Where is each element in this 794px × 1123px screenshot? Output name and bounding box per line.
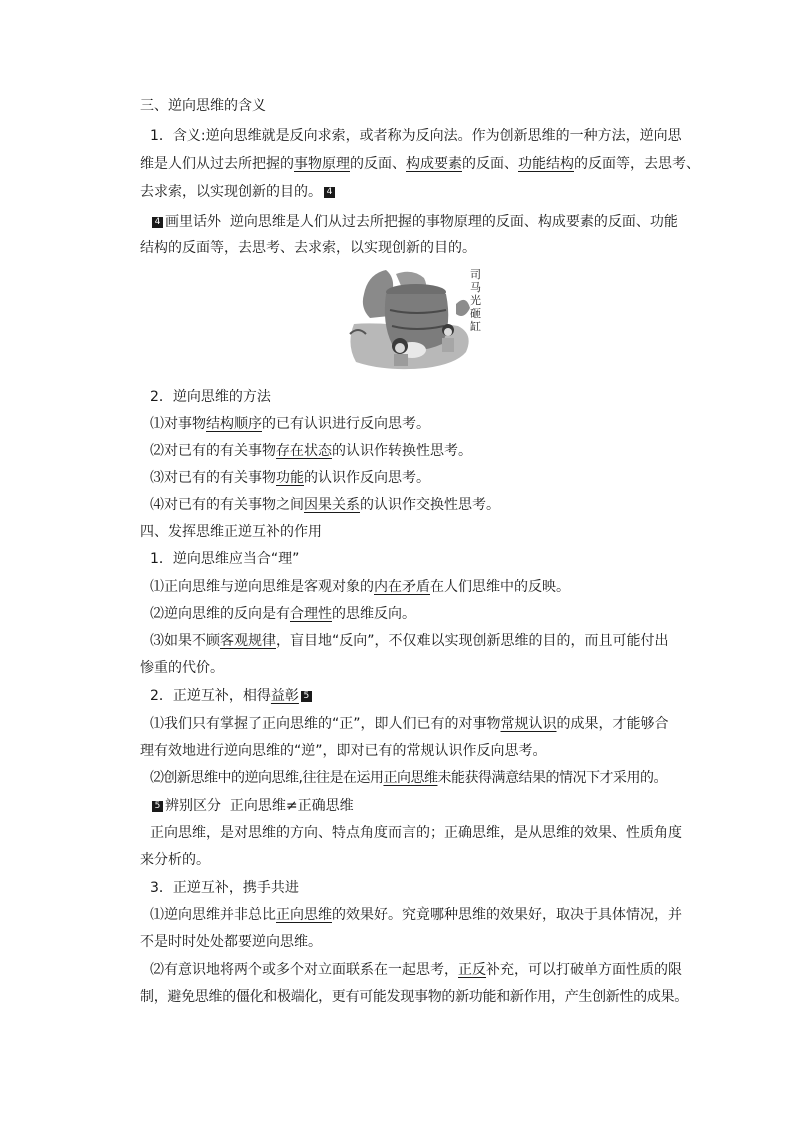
underlined-term: 构成要素 — [406, 156, 462, 172]
reason-item-3-cont: 惨重的代价。 — [140, 660, 224, 676]
method-item-2: ⑵对已有的有关事物存在状态的认识作转换性思考。 — [150, 443, 472, 459]
definition-line-2: 维是人们从过去所把握的事物原理的反面、构成要素的反面、功能结构的反面等，去思考、 — [140, 156, 700, 172]
underlined-term: 因果关系 — [304, 497, 360, 513]
underlined-term: 结构顺序 — [206, 416, 262, 432]
together-item-2: ⑵有意识地将两个或多个对立面联系在一起思考，正反补充，可以打破单方面性质的限 — [150, 962, 682, 978]
underlined-term: 正向思维 — [276, 907, 332, 923]
underlined-term: 内在矛盾 — [374, 579, 430, 595]
method-item-3: ⑶对已有的有关事物功能的认识作反向思考。 — [150, 470, 430, 486]
note-marker-4: 4 — [152, 217, 163, 228]
complement-item-2: ⑵创新思维中的逆向思维,往往是在运用正向思维未能获得满意结果的情况下才采用的。 — [150, 770, 667, 786]
together-item-2-cont: 制，避免思维的僵化和极端化，更有可能发现事物的新功能和新作用，产生创新性的成果。 — [140, 989, 688, 1005]
note-picture-line-1: 4 画里话外 逆向思维是人们从过去所把握的事物原理的反面、构成要素的反面、功能 — [150, 212, 690, 232]
underlined-term: 功能 — [276, 470, 304, 486]
together-item-1-cont: 不是时时处处都要逆向思维。 — [140, 934, 322, 950]
definition-line-1: 1．含义:逆向思维就是反向求索，或者称为反向法。作为创新思维的一种方法，逆向思 — [150, 128, 682, 144]
methods-title: 2．逆向思维的方法 — [150, 389, 271, 405]
subsection-title-2: 2．正逆互补，相得益彰 5 — [150, 686, 690, 706]
note-picture-line-2: 结构的反面等，去思考、去求索，以实现创新的目的。 — [140, 240, 476, 256]
reason-item-2: ⑵逆向思维的反向是有合理性的思维反向。 — [150, 606, 416, 622]
definition-line-3: 去求索，以实现创新的目的。 4 — [140, 182, 680, 202]
section-heading-4: 四、发挥思维正逆互补的作用 — [140, 524, 322, 540]
underlined-term: 客观规律 — [220, 633, 276, 649]
note-marker-5: 5 — [301, 691, 312, 702]
note-marker-5: 5 — [152, 801, 163, 812]
underlined-term: 合理性 — [290, 606, 332, 622]
reason-item-3: ⑶如果不顾客观规律，盲目地“反向”，不仅难以实现创新思维的目的，而且可能付出 — [150, 633, 669, 649]
subsection-title-3: 3．正逆互补，携手共进 — [150, 880, 299, 896]
together-item-1: ⑴逆向思维并非总比正向思维的效果好。究竟哪种思维的效果好，取决于具体情况，并 — [150, 907, 682, 923]
note-label: 画里话外 — [165, 214, 221, 230]
note-distinguish-line-1: 正向思维，是对思维的方向、特点角度而言的；正确思维，是从思维的效果、性质角度 — [150, 825, 682, 841]
underlined-term: 存在状态 — [276, 443, 332, 459]
subsection-title-1: 1．逆向思维应当合“理” — [150, 551, 300, 567]
section-heading-3: 三、逆向思维的含义 — [140, 98, 266, 114]
illustration-caption: 司马光砸缸 — [470, 268, 481, 333]
underlined-term: 事物原理 — [294, 156, 350, 172]
method-item-1: ⑴对事物结构顺序的已有认识进行反向思考。 — [150, 416, 430, 432]
underlined-term: 常规认识 — [500, 716, 557, 732]
reason-item-1: ⑴正向思维与逆向思维是客观对象的内在矛盾在人们思维中的反映。 — [150, 579, 570, 595]
sima-guang-illustration — [346, 264, 482, 372]
underlined-term: 正反 — [458, 962, 486, 978]
note-marker-4: 4 — [324, 187, 335, 198]
underlined-term: 益彰 — [270, 688, 299, 704]
note-distinguish-line-2: 来分析的。 — [140, 852, 210, 868]
complement-item-1: ⑴我们只有掌握了正向思维的“正”，即人们已有的对事物常规认识的成果，才能够合 — [150, 716, 669, 732]
note-label: 辨别区分 — [165, 798, 221, 814]
note-distinguish-title: 5 辨别区分 正向思维≠正确思维 — [150, 796, 690, 816]
underlined-term: 功能结构 — [518, 156, 574, 172]
complement-item-1-cont: 理有效地进行逆向思维的“逆”，即对已有的常规认识作反向思考。 — [140, 743, 547, 759]
underlined-term: 正向思维 — [383, 770, 438, 786]
method-item-4: ⑷对已有的有关事物之间因果关系的认识作交换性思考。 — [150, 497, 500, 513]
